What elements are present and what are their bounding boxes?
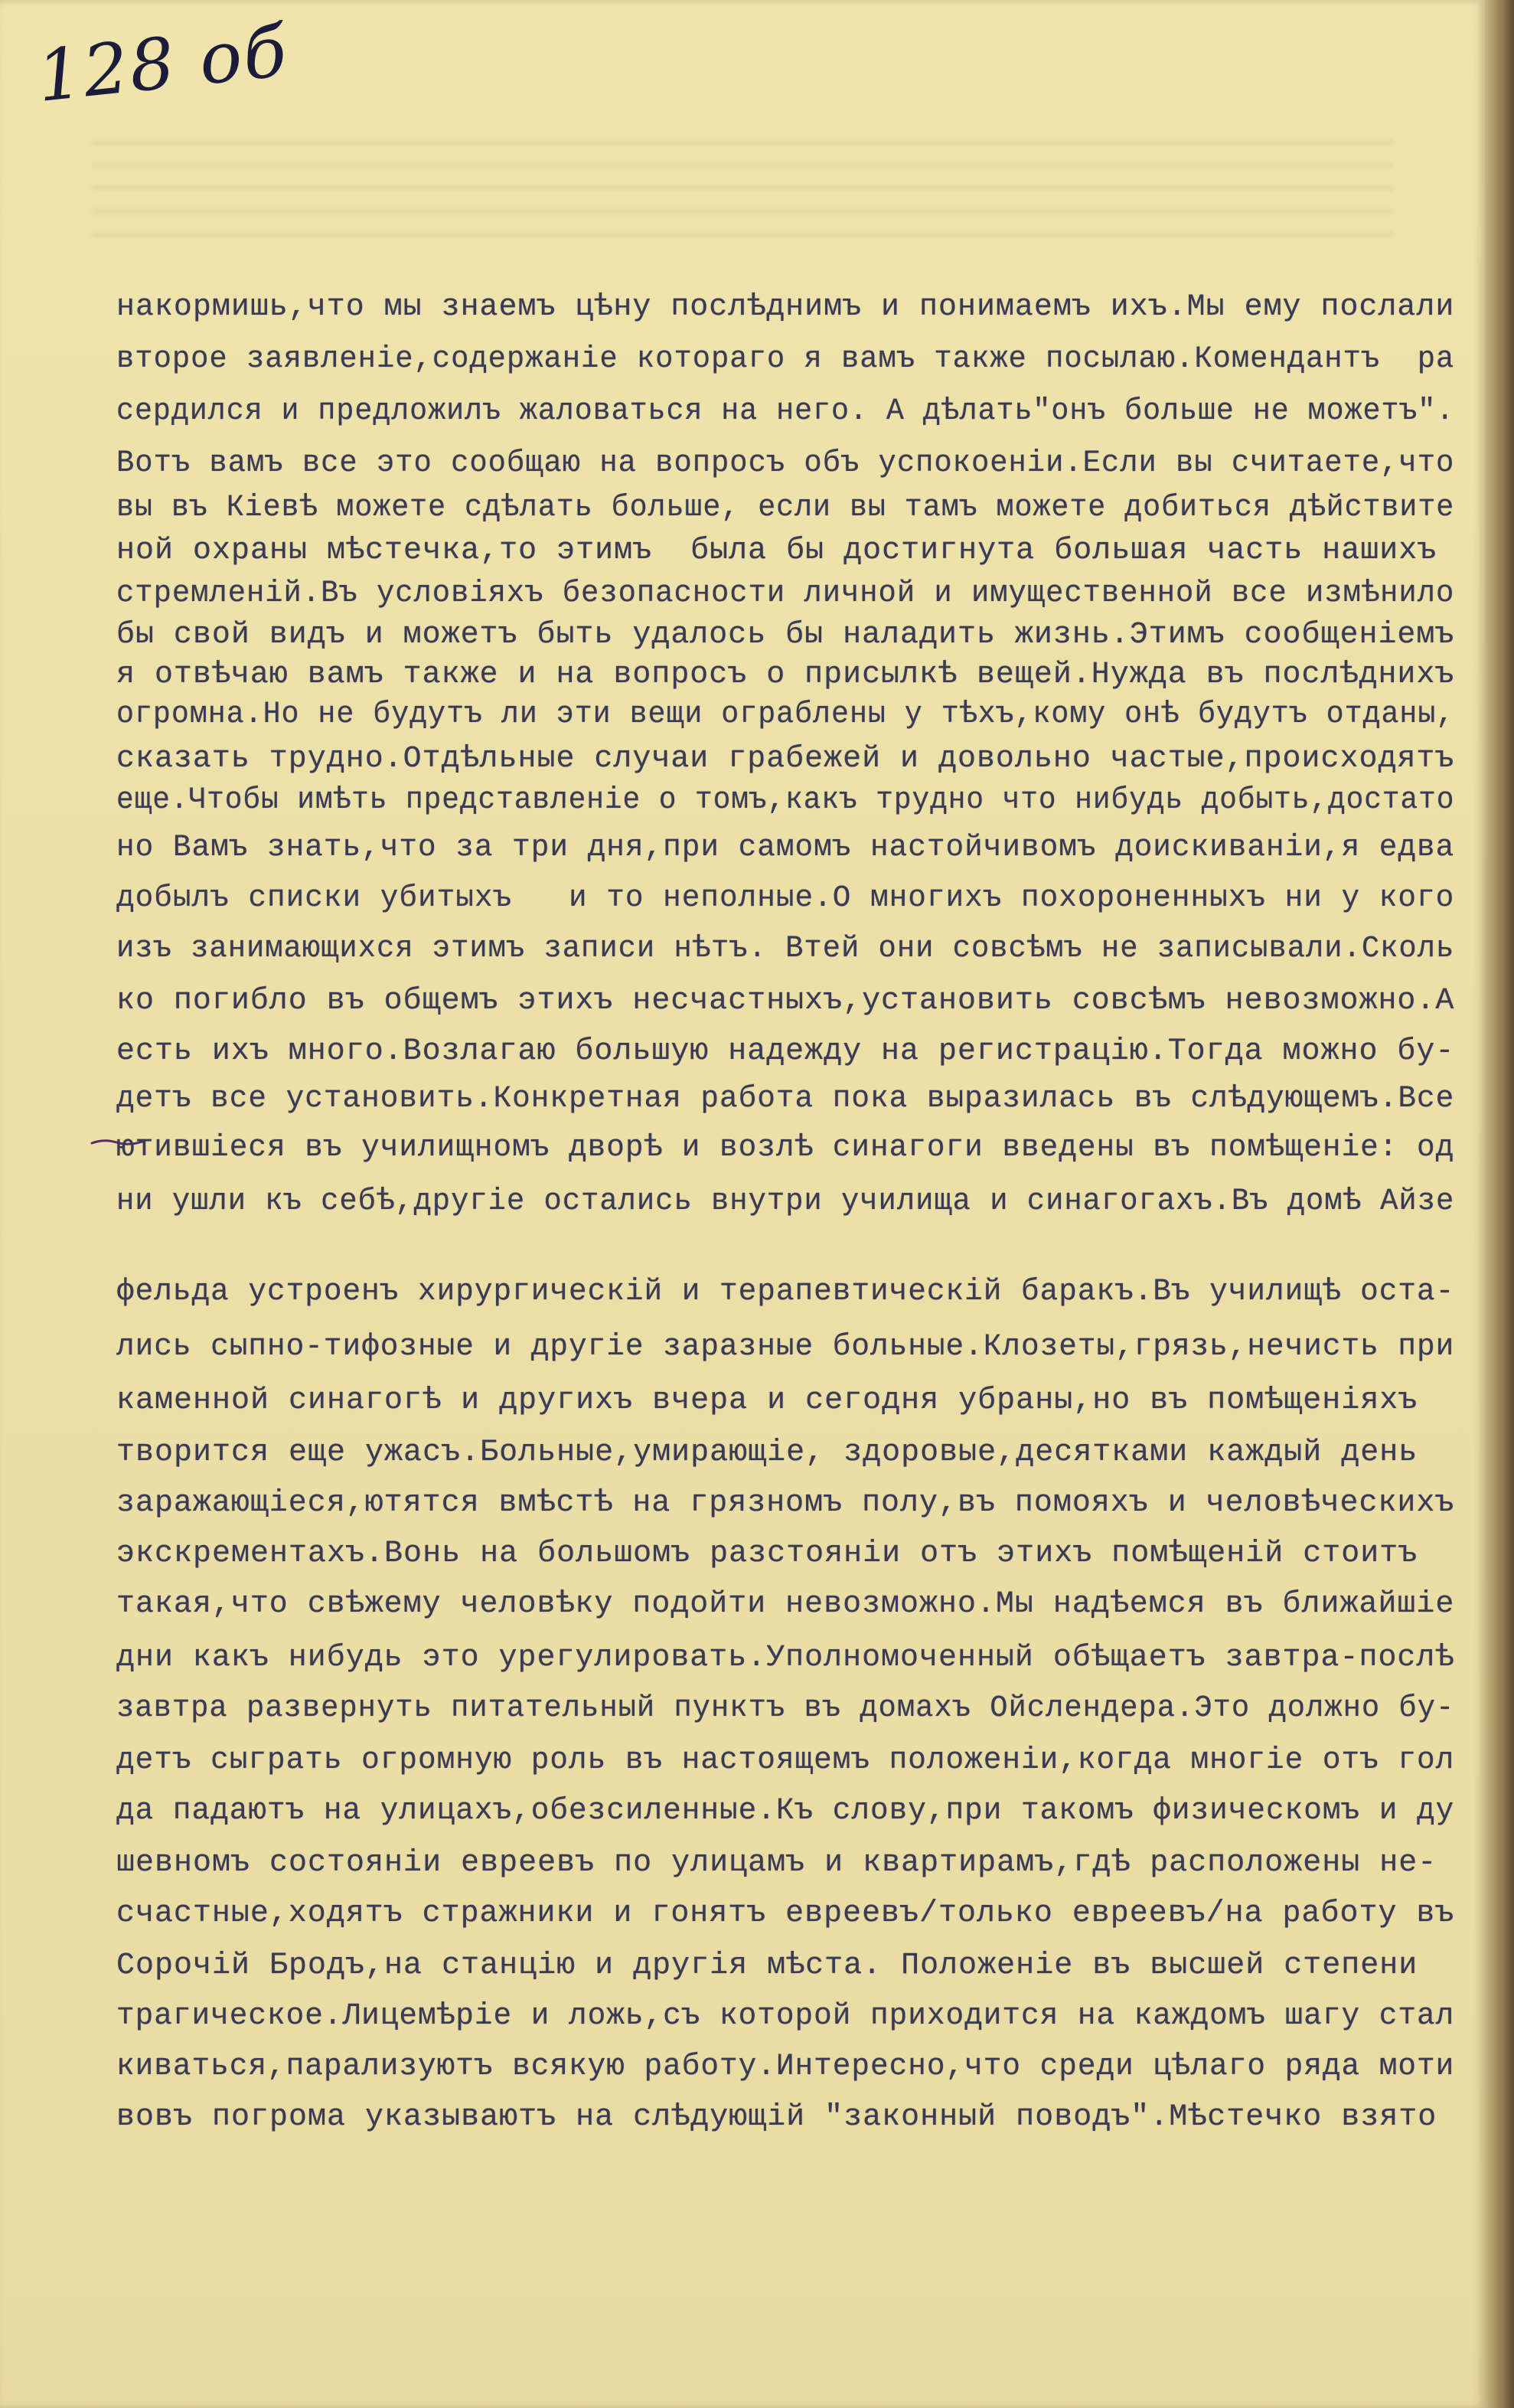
text-line: бы свой видъ и можетъ быть удалось бы наладить жизнь.Этимъ сообщеніемъ (116, 618, 1455, 652)
text-line: ни ушли къ себѣ,другіе остались внутри училища и синагогахъ.Въ домѣ Айзе (116, 1184, 1455, 1219)
text-line: завтра развернуть питательный пунктъ въ домахъ Ойслендера.Это должно бу- (116, 1691, 1455, 1726)
text-line: заражающіеся,ютятся вмѣстѣ на грязномъ полу,въ помояхъ и человѣческихъ (116, 1486, 1455, 1521)
text-line: творится еще ужасъ.Больные,умирающіе, здоровые,десятками каждый день (116, 1436, 1418, 1470)
text-line: есть ихъ много.Возлагаю большую надежду на регистрацію.Тогда можно бу- (116, 1034, 1455, 1069)
text-line: дни какъ нибудь это урегулировать.Уполномоченный обѣщаетъ завтра-послѣ (116, 1641, 1455, 1675)
text-line: ютившіеся въ училищномъ дворѣ и возлѣ синагоги введены въ помѣщеніе: од (116, 1131, 1455, 1165)
text-line: добылъ списки убитыхъ и то неполные.О многихъ похороненныхъ ни у кого (116, 881, 1455, 916)
text-line: сердился и предложилъ жаловаться на него. А дѣлать"онъ больше не можетъ". (116, 394, 1455, 429)
text-line: шевномъ состояніи евреевъ по улицамъ и квартирамъ,гдѣ расположены не- (116, 1846, 1437, 1880)
text-line: экскрементахъ.Вонь на большомъ разстояніи отъ этихъ помѣщеній стоитъ (116, 1537, 1418, 1571)
text-line: счастные,ходятъ стражники и гонятъ евреевъ/только евреевъ/на работу въ (116, 1897, 1455, 1931)
text-line: сказать трудно.Отдѣльные случаи грабежей и довольно частые,происходятъ (116, 742, 1455, 776)
text-line: еще.Чтобы имѣть представленіе о томъ,какъ трудно что нибудь добыть,достато (116, 783, 1455, 818)
text-line: детъ все установить.Конкретная работа пока выразилась въ слѣдующемъ.Все (116, 1082, 1455, 1116)
text-line: такая,что свѣжему человѣку подойти невозможно.Мы надѣемся въ ближайшіе (116, 1587, 1455, 1622)
text-line: лись сыпно-тифозные и другіе заразные больные.Клозеты,грязь,нечисть при (116, 1330, 1455, 1364)
text-line: да падаютъ на улицахъ,обезсиленные.Къ слову,при такомъ физическомъ и ду (116, 1794, 1455, 1828)
text-line: второе заявленіе,содержаніе котораго я вамъ также посылаю.Комендантъ ра (116, 342, 1455, 377)
page-edge (1485, 0, 1514, 2408)
text-line: Вотъ вамъ все это сообщаю на вопросъ объ успокоеніи.Если вы считаете,что (116, 446, 1455, 481)
text-line: каменной синагогѣ и другихъ вчера и сегодня убраны,но въ помѣщеніяхъ (116, 1384, 1418, 1418)
text-line: киваться,парализуютъ всякую работу.Интересно,что среди цѣлаго ряда моти (116, 2050, 1455, 2084)
text-line: изъ занимающихся этимъ записи нѣтъ. Втей они совсѣмъ не записывали.Сколь (116, 932, 1455, 966)
text-line: ко погибло въ общемъ этихъ несчастныхъ,установить совсѣмъ невозможно.А (116, 984, 1455, 1018)
text-line: детъ сыграть огромную роль въ настоящемъ положеніи,когда многіе отъ гол (116, 1743, 1455, 1778)
bleed-through (92, 123, 1393, 237)
text-line: вовъ погрома указываютъ на слѣдующій "законный поводъ".Мѣстечко взято (116, 2100, 1437, 2135)
text-line: фельда устроенъ хирургическій и терапевтическій баракъ.Въ училищѣ оста- (116, 1275, 1455, 1309)
text-line: я отвѣчаю вамъ также и на вопросъ о присылкѣ вещей.Нужда въ послѣднихъ (116, 658, 1455, 692)
text-line: накормишь,что мы знаемъ цѣну послѣднимъ и понимаемъ ихъ.Мы ему послали (116, 290, 1455, 325)
text-line: но Вамъ знать,что за три дня,при самомъ настойчивомъ доискиваніи,я едва (116, 831, 1455, 865)
text-line: вы въ Кіевѣ можете сдѣлать больше, если вы тамъ можете добиться дѣйствите (116, 491, 1455, 525)
text-line: огромна.Но не будутъ ли эти вещи ограблены у тѣхъ,кому онѣ будутъ отданы, (116, 698, 1455, 732)
text-line: ной охраны мѣстечка,то этимъ была бы достигнута большая часть нашихъ (116, 534, 1437, 568)
text-line: Сорочій Бродъ,на станцію и другія мѣста. Положеніе въ высшей степени (116, 1949, 1418, 1983)
text-line: стремленій.Въ условіяхъ безопасности личной и имущественной все измѣнило (116, 577, 1455, 611)
folio-number: 128 об (33, 10, 292, 118)
text-line: трагическое.Лицемѣріе и ложь,съ которой приходится на каждомъ шагу стал (116, 1999, 1455, 2034)
